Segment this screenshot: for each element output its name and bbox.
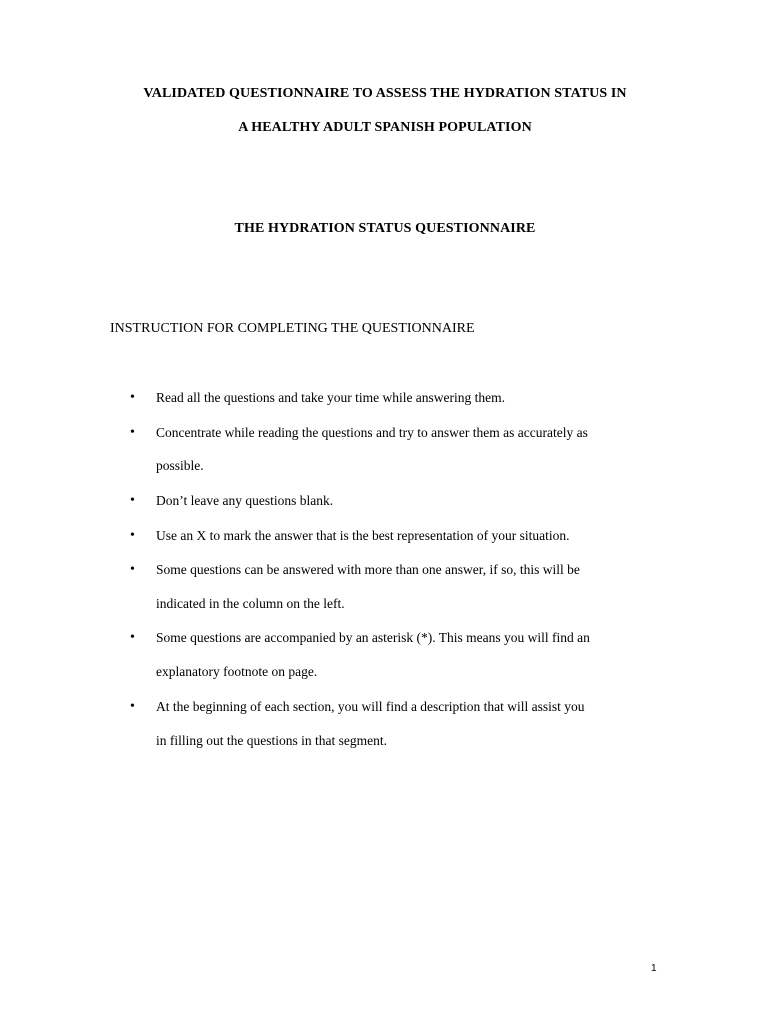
bullet-icon: • [130,562,135,577]
questionnaire-subtitle: THE HYDRATION STATUS QUESTIONNAIRE [234,221,536,236]
list-item-text-continued: explanatory footnote on page. [156,664,318,679]
list-item-text: Don’t leave any questions blank. [156,493,334,508]
list-item-text-continued: possible. [156,458,204,473]
bullet-icon: • [130,528,135,543]
list-item-text: Concentrate while reading the questions and try to answer them as accurately as [156,425,588,440]
list-item-text: Some questions are accompanied by an asterisk (*). This means you will find an [156,630,590,645]
list-item-text: At the beginning of each section, you will find a description that will assist you [156,699,585,714]
bullet-icon: • [130,425,135,440]
document-title-line-1: VALIDATED QUESTIONNAIRE TO ASSESS THE HYDRATION STATUS IN [143,86,627,101]
page-number: 1 [651,963,657,974]
bullet-icon: • [130,699,135,714]
document-title-line-2: A HEALTHY ADULT SPANISH POPULATION [238,120,532,135]
list-item-text-continued: in filling out the questions in that segment. [156,733,387,748]
list-item-text: Use an X to mark the answer that is the best representation of your situation. [156,528,570,543]
bullet-icon: • [130,390,135,405]
list-item-text-continued: indicated in the column on the left. [156,596,345,611]
list-item-text: Some questions can be answered with more than one answer, if so, this will be [156,562,580,577]
instructions-heading: INSTRUCTION FOR COMPLETING THE QUESTIONNAIRE [110,321,475,336]
bullet-icon: • [130,630,135,645]
list-item-text: Read all the questions and take your time while answering them. [156,390,506,405]
bullet-icon: • [130,493,135,508]
